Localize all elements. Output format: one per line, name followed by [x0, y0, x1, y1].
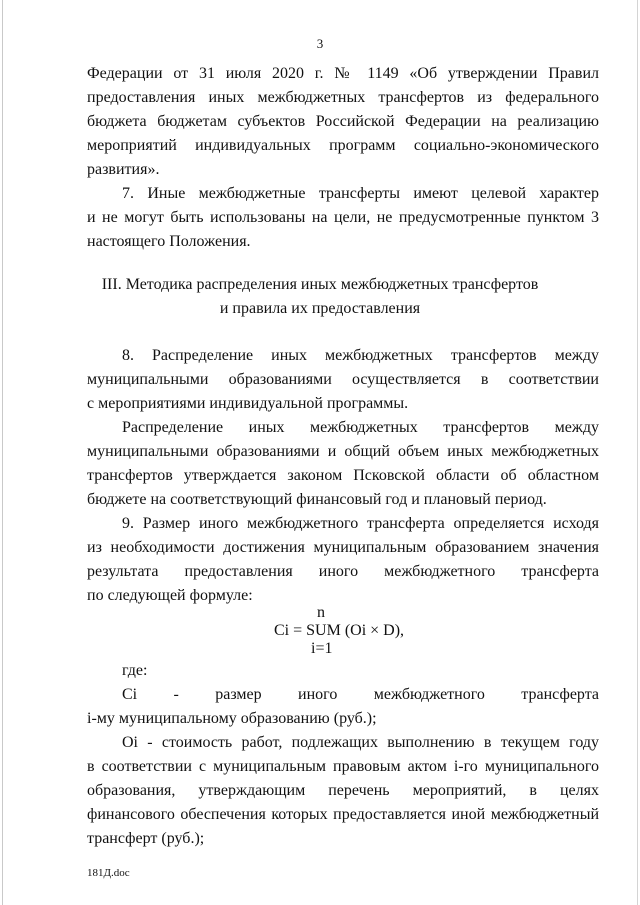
formula-main: Ci = SUM (Oi × D),: [274, 622, 405, 639]
paragraph-line: 9. Размер иного межбюджетного трансферта определяется исходя: [122, 515, 599, 532]
footer-filename: 181Д.doc: [87, 867, 130, 879]
paragraph-line: предоставления иных межбюджетных трансфертов из федерального: [87, 89, 599, 106]
paragraph-line: Федерации от 31 июля 2020 г. № 1149 «Об утверждении Правил: [87, 65, 599, 82]
formula-lower-limit: i=1: [311, 640, 333, 657]
paragraph-line: Ci - размер иного межбюджетного трансферта: [122, 686, 599, 703]
paragraph-line: в соответствии с муниципальным правовым актом i-го муниципального: [87, 758, 599, 775]
paragraph-line: i-му муниципальному образованию (руб.);: [87, 710, 377, 727]
paragraph-line: из необходимости достижения муниципальным образованием значения: [87, 539, 599, 556]
paragraph-line: Распределение иных межбюджетных трансфертов между: [122, 419, 599, 436]
paragraph-line: бюджета бюджетам субъектов Российской Федерации на реализацию: [87, 113, 599, 130]
paragraph-line: трансферт (руб.);: [87, 830, 205, 847]
section-heading-line-2: и правила их предоставления: [219, 300, 421, 317]
paragraph-line: с мероприятиями индивидуальной программы.: [87, 395, 409, 412]
paragraph-line: муниципальными образованиями осуществляется в соответствии: [87, 371, 599, 388]
paragraph-line: трансфертов утверждается законом Псковской области об областном: [87, 467, 599, 484]
paragraph-line: результата предоставления иного межбюджетного трансферта: [87, 563, 599, 580]
paragraph-line: настоящего Положения.: [87, 233, 251, 250]
paragraph-line: муниципальными образованиями и общий объем иных межбюджетных: [87, 443, 599, 460]
paragraph-line: бюджете на соответствующий финансовый год и плановый период.: [87, 491, 547, 508]
paragraph-line: 7. Иные межбюджетные трансферты имеют целевой характер: [122, 185, 599, 202]
section-heading-line-1: III. Методика распределения иных межбюджетных трансфертов: [101, 276, 539, 293]
paragraph-line: по следующей формуле:: [87, 587, 253, 604]
paragraph-line: финансового обеспечения которых предоставляется иной межбюджетный: [87, 806, 599, 823]
scan-edge-right: [637, 0, 638, 905]
formula-upper-limit: n: [317, 604, 325, 621]
paragraph-line: образования, утверждающим перечень мероприятий, в целях: [87, 782, 599, 799]
paragraph-line: мероприятий индивидуальных программ социально-экономического: [87, 137, 599, 154]
paragraph-line: Oi - стоимость работ, подлежащих выполнению в текущем году: [122, 734, 599, 751]
paragraph-line: 8. Распределение иных межбюджетных трансфертов между: [122, 347, 599, 364]
paragraph-line: развития».: [87, 161, 160, 178]
scan-edge-left: [2, 0, 3, 905]
paragraph-line: где:: [122, 662, 148, 679]
page-number: 3: [316, 36, 324, 51]
paragraph-line: и не могут быть использованы на цели, не предусмотренные пунктом 3: [87, 209, 599, 226]
